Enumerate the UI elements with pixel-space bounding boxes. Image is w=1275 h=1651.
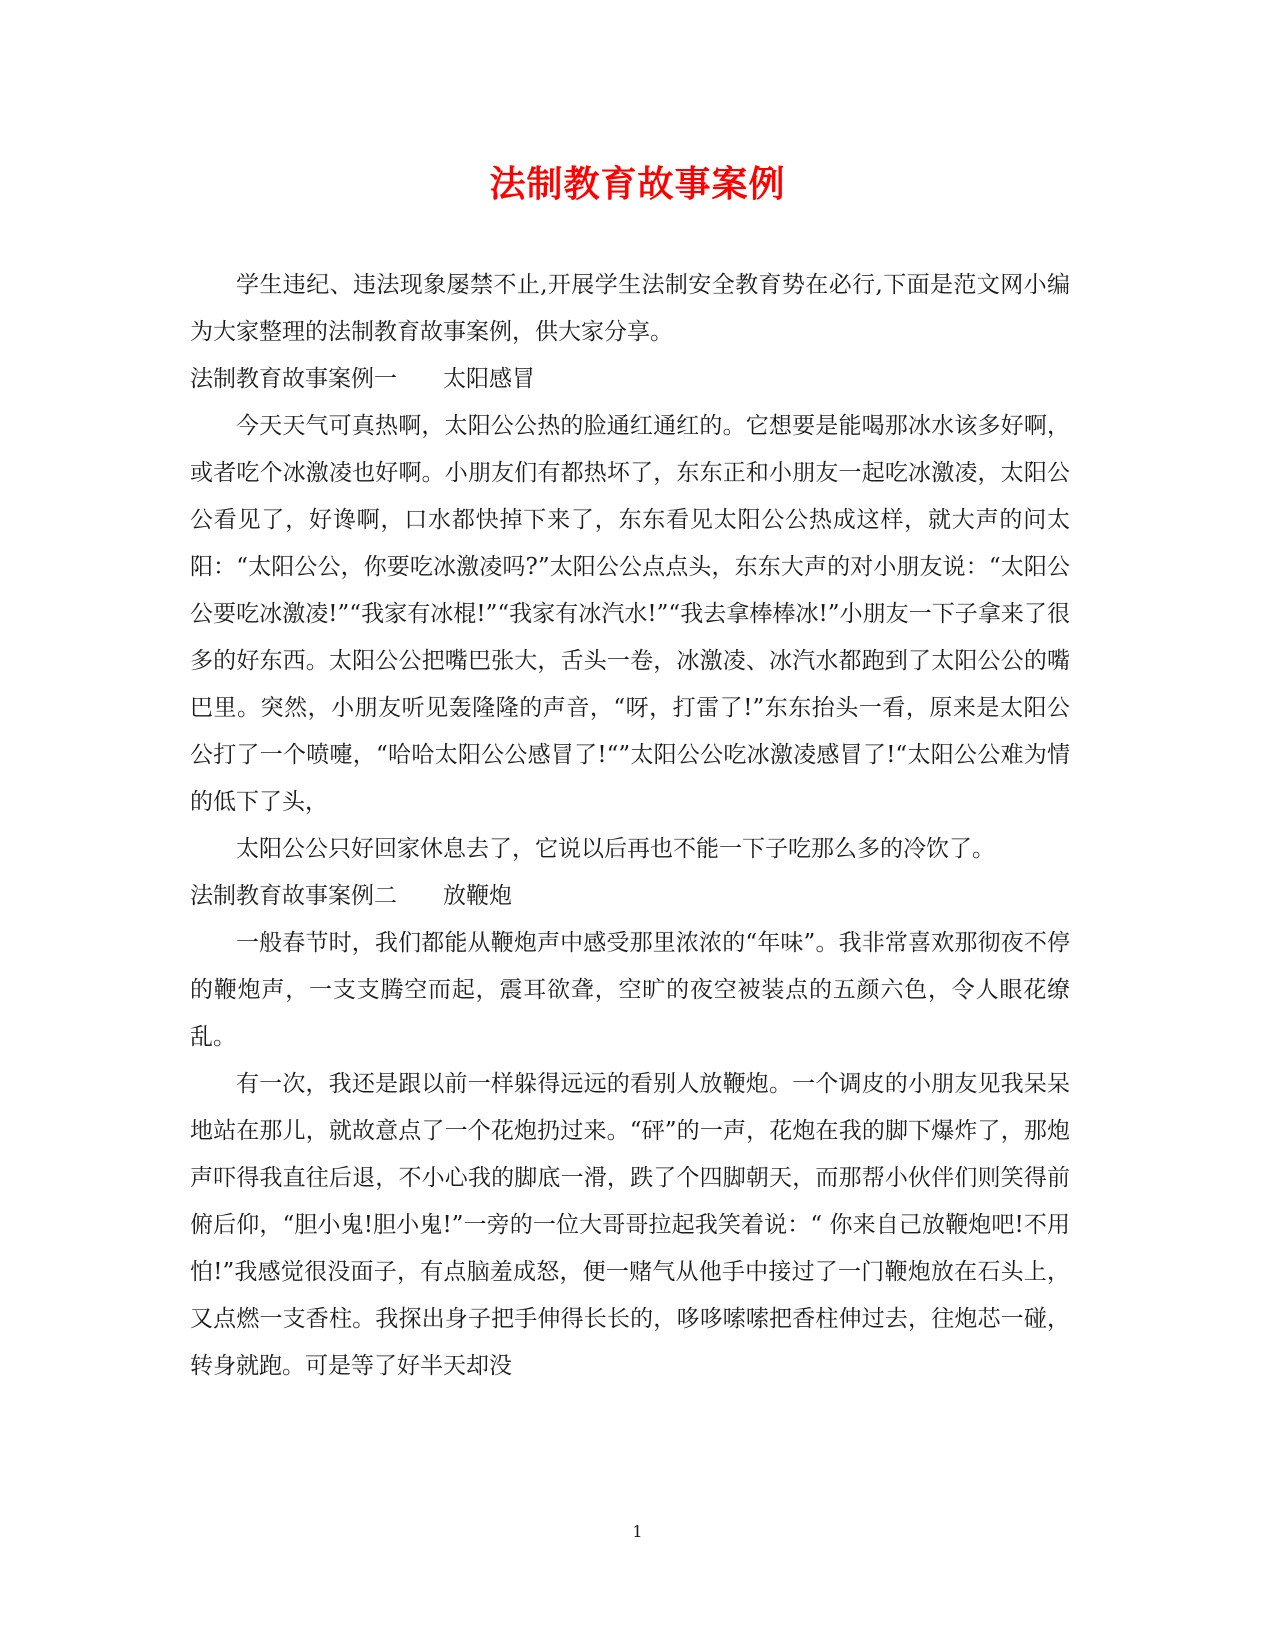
case-two-paragraph-1: 一般春节时，我们都能从鞭炮声中感受那里浓浓的“年味”。我非常喜欢那彻夜不停的鞭炮声，一支支腾空而起，震耳欲聋，空旷的夜空被装点的五颜六色，令人眼花缭乱。 (190, 930, 1070, 1050)
case-one-paragraph-2: 太阳公公只好回家休息去了，它说以后再也不能一下子吃那么多的冷饮了。 (236, 836, 995, 862)
document-body (190, 262, 1070, 1390)
page-number: 1 (632, 1522, 643, 1541)
case-two-heading: 法制教育故事案例二 放鞭炮 (190, 883, 512, 909)
intro-paragraph: 学生违纪、违法现象屡禁不止,开展学生法制安全教育势在必行,下面是范文网小编为大家整理的法制教育故事案例，供大家分享。 (190, 272, 1070, 345)
case-two-paragraph-2: 有一次，我还是跟以前一样躲得远远的看别人放鞭炮。一个调皮的小朋友见我呆呆地站在那儿，就故意点了一个花炮扔过来。“砰”的一声，花炮在我的脚下爆炸了，那炮声吓得我直往后退，不小心我的脚底一滑，跌了个四脚朝天，而那帮小伙伴们则笑得前俯后仰，“胆小鬼!胆小鬼!”一旁的一位大哥哥拉起我笑着说：“ 你来自己放鞭炮吧!不用怕!”我感觉很没面子，有点脑羞成怒，便一赌气从他手中接过了一门鞭炮放在石头上，又点燃一支香柱。我探出身子把手伸得长长的，哆哆嗦嗦把香柱伸过去，往炮芯一碰，转身就跑。可是等了好半天却没 (190, 1071, 1070, 1379)
case-one-paragraph-1: 今天天气可真热啊，太阳公公热的脸通红通红的。它想要是能喝那冰水该多好啊，或者吃个冰激凌也好啊。小朋友们有都热坏了，东东正和小朋友一起吃冰激凌，太阳公公看见了，好谗啊，口水都快掉下来了，东东看见太阳公公热成这样，就大声的问太阳：“太阳公公，你要吃冰激凌吗?”太阳公公点点头，东东大声的对小朋友说：“太阳公公要吃冰激凌!”“我家有冰棍!”“我家有冰汽水!”“我去拿棒棒冰!”小朋友一下子拿来了很多的好东西。太阳公公把嘴巴张大，舌头一卷，冰激凌、冰汽水都跑到了太阳公公的嘴巴里。突然，小朋友听见轰隆隆的声音，“呀，打雷了!”东东抬头一看，原来是太阳公公打了一个喷嚏，“哈哈太阳公公感冒了!“”太阳公公吃冰激凌感冒了!“太阳公公难为情的低下了头， (190, 413, 1070, 815)
case-one-heading: 法制教育故事案例一 太阳感冒 (190, 366, 535, 392)
document-title: 法制教育故事案例 (489, 163, 786, 205)
